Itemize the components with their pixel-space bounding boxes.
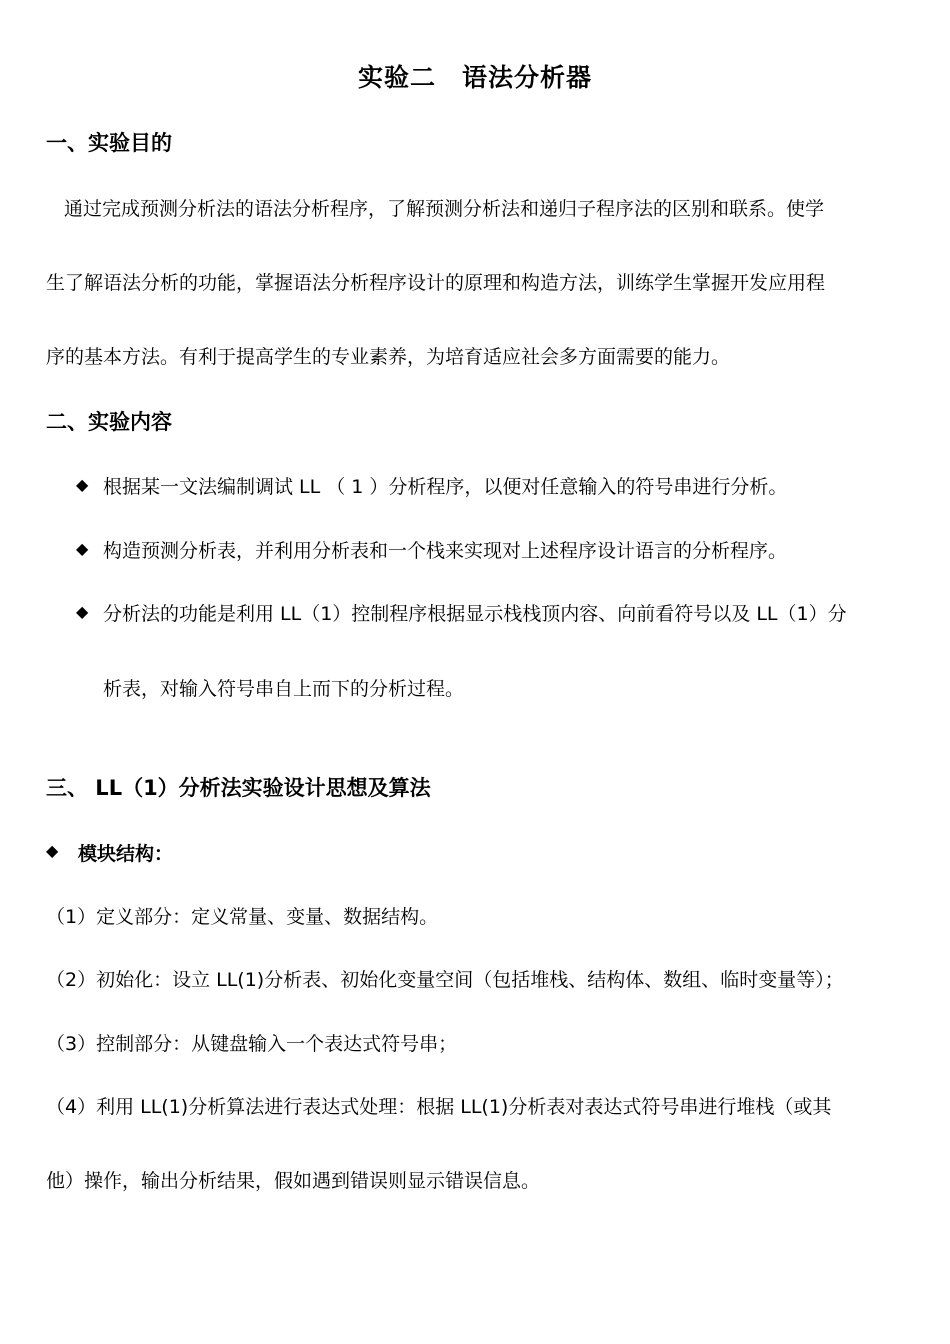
diamond-bullet-icon: ◆: [46, 841, 59, 860]
purpose-paragraph-line-2: 生了解语法分析的功能，掌握语法分析程序设计的原理和构造方法，训练学生掌握开发应用程: [46, 272, 826, 294]
module-structure-label: 模块结构：: [78, 843, 174, 865]
purpose-paragraph-line-1: 通过完成预测分析法的语法分析程序，了解预测分析法和递归子程序法的区别和联系。使学: [64, 198, 825, 220]
diamond-bullet-icon: ◆: [76, 602, 89, 621]
module-step: （4）利用 LL(1)分析算法进行表达式处理：根据 LL(1)分析表对表达式符号串进行堆栈（或其: [46, 1096, 832, 1118]
content-list-item: 构造预测分析表，并利用分析表和一个栈来实现对上述程序设计语言的分析程序。: [103, 540, 788, 562]
content-list-item: 根据某一文法编制调试 LL （ 1 ）分析程序，以便对任意输入的符号串进行分析。: [103, 476, 788, 498]
section-heading-purpose: 一、实验目的: [46, 131, 172, 155]
module-step: （2）初始化：设立 LL(1)分析表、初始化变量空间（包括堆栈、结构体、数组、临时变量等）；: [46, 969, 844, 991]
content-list-item-continuation: 析表，对输入符号串自上而下的分析过程。: [103, 678, 465, 700]
section-heading-design: 三、 LL（1）分析法实验设计思想及算法: [46, 776, 431, 800]
section-heading-content: 二、实验内容: [46, 410, 172, 434]
module-step: （1）定义部分：定义常量、变量、数据结构。: [46, 906, 439, 928]
purpose-paragraph-line-3: 序的基本方法。有利于提高学生的专业素养，为培育适应社会多方面需要的能力。: [46, 346, 731, 368]
diamond-bullet-icon: ◆: [76, 539, 89, 558]
module-step: （3）控制部分：从键盘输入一个表达式符号串；: [46, 1033, 458, 1055]
content-list-item: 分析法的功能是利用 LL（1）控制程序根据显示栈栈顶内容、向前看符号以及 LL（1）分: [103, 603, 847, 625]
diamond-bullet-icon: ◆: [76, 475, 89, 494]
module-step-continuation: 他）操作，输出分析结果，假如遇到错误则显示错误信息。: [46, 1170, 541, 1192]
document-title: 实验二 语法分析器: [357, 63, 592, 92]
